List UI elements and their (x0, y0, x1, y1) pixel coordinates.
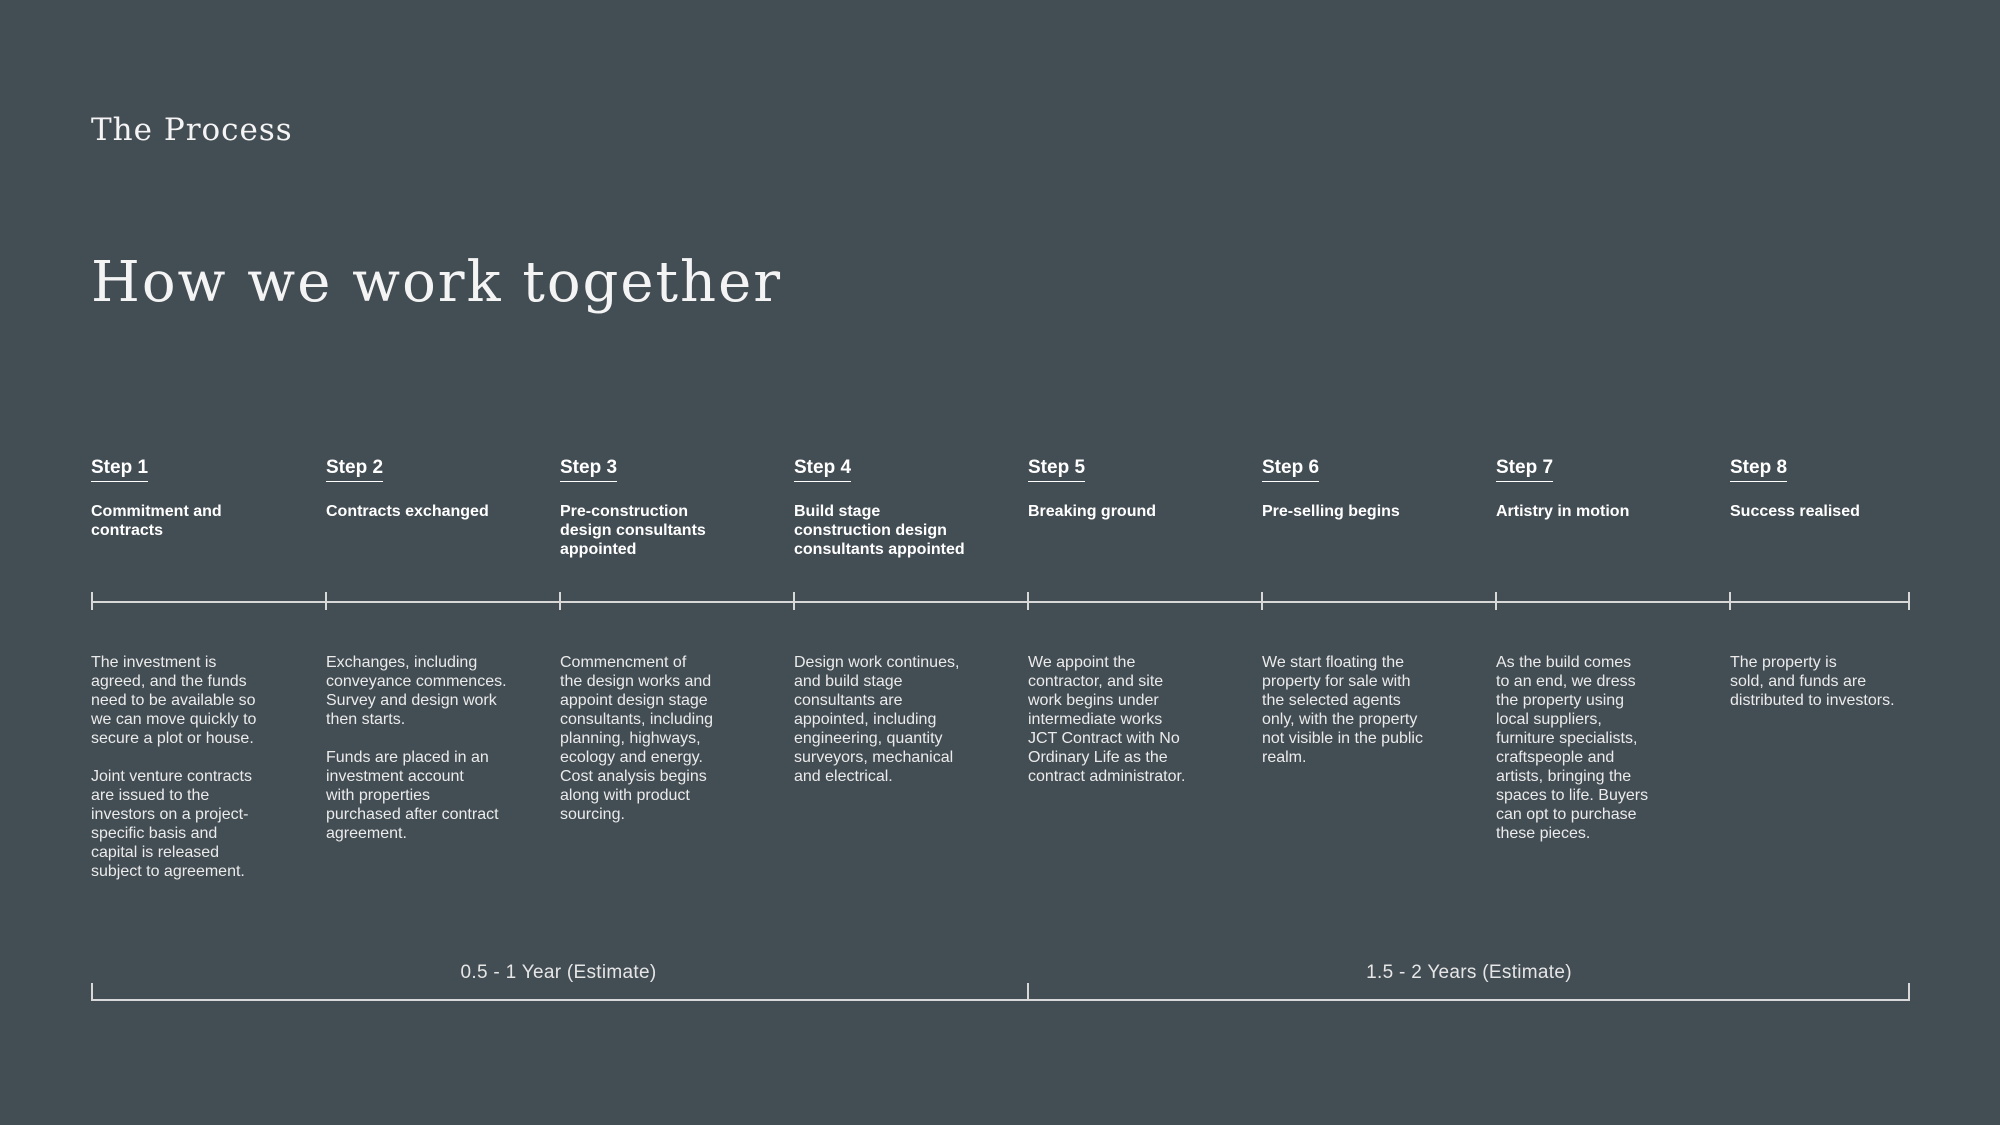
step-5-description: We appoint the contractor, and site work begins under intermediate works JCT Contract with No Ordinary Life as the contract administrator. (1028, 654, 1186, 785)
duration-label-phase-1: 0.5 - 1 Year (Estimate) (460, 962, 657, 983)
step-5 (1028, 456, 1253, 521)
step-5-label: Step 5 (1028, 456, 1085, 482)
timeline-tick (1908, 592, 1910, 610)
step-7-label: Step 7 (1496, 456, 1553, 482)
step-1 (91, 456, 316, 540)
process-timeline (91, 601, 1910, 603)
duration-bracket-phase-1 (91, 999, 1028, 1001)
duration-label-phase-2: 1.5 - 2 Years (Estimate) (1366, 962, 1572, 983)
step-7-description: As the build comes to an end, we dress the property using local suppliers, furniture specialists, craftspeople and artists, bringing the spaces to life. Buyers can opt to purchase these pieces. (1496, 654, 1649, 842)
timeline-tick (1729, 592, 1731, 610)
timeline-tick (1027, 592, 1029, 610)
step-3-label: Step 3 (560, 456, 617, 482)
duration-bracket-phase-2 (1028, 999, 1910, 1001)
timeline-tick (91, 592, 93, 610)
step-1-description: The investment is agreed, and the funds need to be available so we can move quickly to secure a plot or house. Joint venture contracts are issued to the investors on a project- specific basis and capital is released subject to agreement. (91, 654, 257, 880)
step-8-description: The property is sold, and funds are distributed to investors. (1730, 654, 1895, 709)
timeline-tick (325, 592, 327, 610)
step-2-title: Contracts exchanged (326, 503, 489, 520)
step-7 (1496, 456, 1721, 521)
step-6-description: We start floating the property for sale with the selected agents only, with the property not visible in the public realm. (1262, 654, 1423, 766)
step-5-title: Breaking ground (1028, 503, 1157, 520)
step-4-title: Build stage construction design consultants appointed (794, 503, 965, 558)
page-title: How we work together (91, 250, 782, 315)
section-eyebrow: The Process (91, 112, 293, 148)
timeline-tick (793, 592, 795, 610)
timeline-tick (559, 592, 561, 610)
step-6 (1262, 456, 1487, 521)
timeline-tick (1261, 592, 1263, 610)
timeline-tick (1495, 592, 1497, 610)
step-2 (326, 456, 551, 521)
step-8-label: Step 8 (1730, 456, 1787, 482)
step-2-label: Step 2 (326, 456, 383, 482)
duration-tick (1908, 983, 1910, 1001)
step-8 (1730, 456, 1955, 521)
step-7-title: Artistry in motion (1496, 503, 1630, 520)
step-1-title: Commitment and contracts (91, 503, 222, 539)
step-6-title: Pre-selling begins (1262, 503, 1400, 520)
step-4-description: Design work continues, and build stage consultants are appointed, including engineering, quantity surveyors, mechanical and electrical. (794, 654, 960, 785)
duration-tick (91, 983, 93, 1001)
step-2-description: Exchanges, including conveyance commences. Survey and design work then starts. Funds are placed in an investment account with properties purchased after contract agreement. (326, 654, 507, 842)
step-4 (794, 456, 1019, 559)
step-4-label: Step 4 (794, 456, 851, 482)
step-1-label: Step 1 (91, 456, 148, 482)
step-3 (560, 456, 785, 559)
step-3-title: Pre-construction design consultants appointed (560, 503, 706, 558)
step-6-label: Step 6 (1262, 456, 1319, 482)
step-8-title: Success realised (1730, 503, 1860, 520)
step-3-description: Commencment of the design works and appoint design stage consultants, including planning, highways, ecology and energy. Cost analysis begins along with product sourcing. (560, 654, 713, 823)
